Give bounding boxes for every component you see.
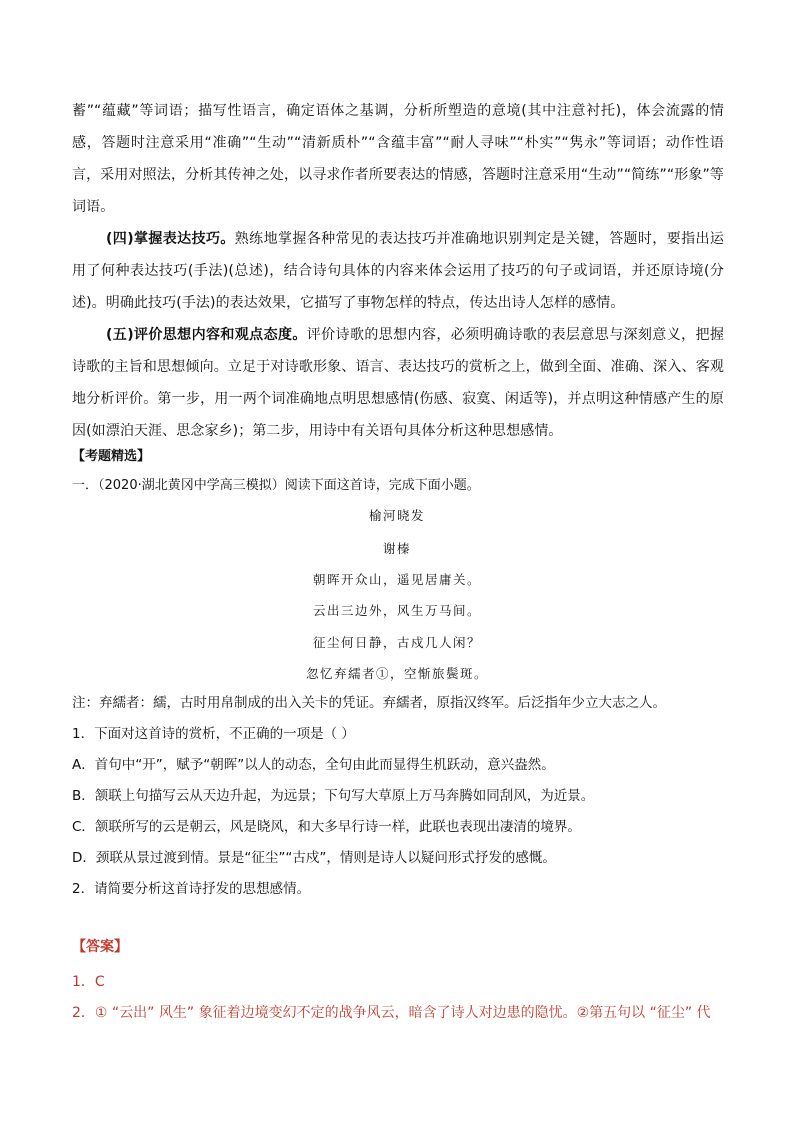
answer-heading: 【答案】 <box>72 939 128 955</box>
poem-line: 朝晖开众山，遥见居庸关。 <box>312 572 481 587</box>
intro-paragraph-techniques <box>72 223 724 319</box>
poem-note: 注：弃繻者：繻，古时用帛制成的出入关卡的凭证。弃繻者，原指汉终军。后泛指年少立大志之人。 <box>72 695 666 711</box>
poem-title: 榆河晓发 <box>368 508 425 523</box>
exam-section-heading: 【考题精选】 <box>72 449 151 464</box>
question-2: 2．请简要分析这首诗抒发的思想感情。 <box>72 881 311 897</box>
option-c: C．颔联所写的云是朝云，风是晓风，和大多早行诗一样，此联也表现出凄清的境界。 <box>72 819 581 835</box>
poem-line: 征尘何日静，古戍几人闲？ <box>312 635 481 650</box>
evaluation-body: 评价诗歌的思想内容，必须明确诗歌的表层意思与深刻意义，把握诗歌的主旨和思想倾向。立足于对诗歌形象、语言、表达技巧的赏析之上，做到全面、准确、深入、客观地分析评价。第一步，用一两个词准确地点明思想感情(伤感、寂寞、闲适等)，并点明这种情感产生的原因(如漂泊天涯、思念家乡)；第二步，用诗中有关语句具体分析这种思想感情。 <box>72 327 724 439</box>
poem-line: 云出三边外，风生万马间。 <box>312 603 481 618</box>
question-1: 1．下面对这首诗的赏析，不正确的一项是（ ） <box>72 726 355 742</box>
answer-2: 2．① “云出” 风生” 象征着边境变幻不定的战争风云，暗含了诗人对边患的隐忧。②第五句以 “征尘” 代 <box>72 1005 711 1021</box>
intro-section <box>72 95 724 447</box>
exam-prompt: 一．（2020·湖北黄冈中学高三模拟）阅读下面这首诗，完成下面小题。 <box>72 478 480 493</box>
evaluation-lead: (五)评价思想内容和观点态度。 <box>106 327 307 343</box>
questions-section <box>72 688 724 905</box>
poem-author: 谢榛 <box>382 541 411 556</box>
option-b: B．颔联上句描写云从天边升起，为远景；下句写大草原上万马奔腾如同刮风，为近景。 <box>72 788 595 804</box>
techniques-lead: (四)掌握表达技巧。 <box>106 231 235 247</box>
techniques-body: 熟练地掌握各种常见的表达技巧并准确地识别判定是关键，答题时，要指出运用了何种表达技巧(手法)(总述)，结合诗句具体的内容来体会运用了技巧的句子或词语，并还原诗境(分述)。明确此技巧(手法)的表达效果，它描写了事物怎样的特点，传达出诗人怎样的感情。 <box>72 231 724 311</box>
poem-line: 忽忆弃繻者①，空惭旅鬓斑。 <box>305 666 488 681</box>
intro-paragraph-language: 蓄”“蕴藏”等词语；描写性语言，确定语体之基调，分析所塑造的意境(其中注意衬托)，体会流露的情感，答题时注意采用“准确”“生动”“清新质朴”“含蕴丰富”“耐人寻味”“朴实”“隽永”等词语；动作性语言，采用对照法，分析其传神之处，以寻求作者所要表达的情感，答题时注意采用“生动”“简练”“形象”等词语。 <box>72 103 724 215</box>
option-d: D．颈联从景过渡到情。景是“征尘”“古戍”，情则是诗人以疑问形式抒发的感慨。 <box>72 850 556 866</box>
option-a: A．首句中“开”，赋予“朝晖”以人的动态，全句由此而显得生机跃动，意兴盎然。 <box>72 757 555 773</box>
intro-paragraph-evaluation <box>72 319 724 447</box>
answer-1: 1．C <box>72 974 105 990</box>
